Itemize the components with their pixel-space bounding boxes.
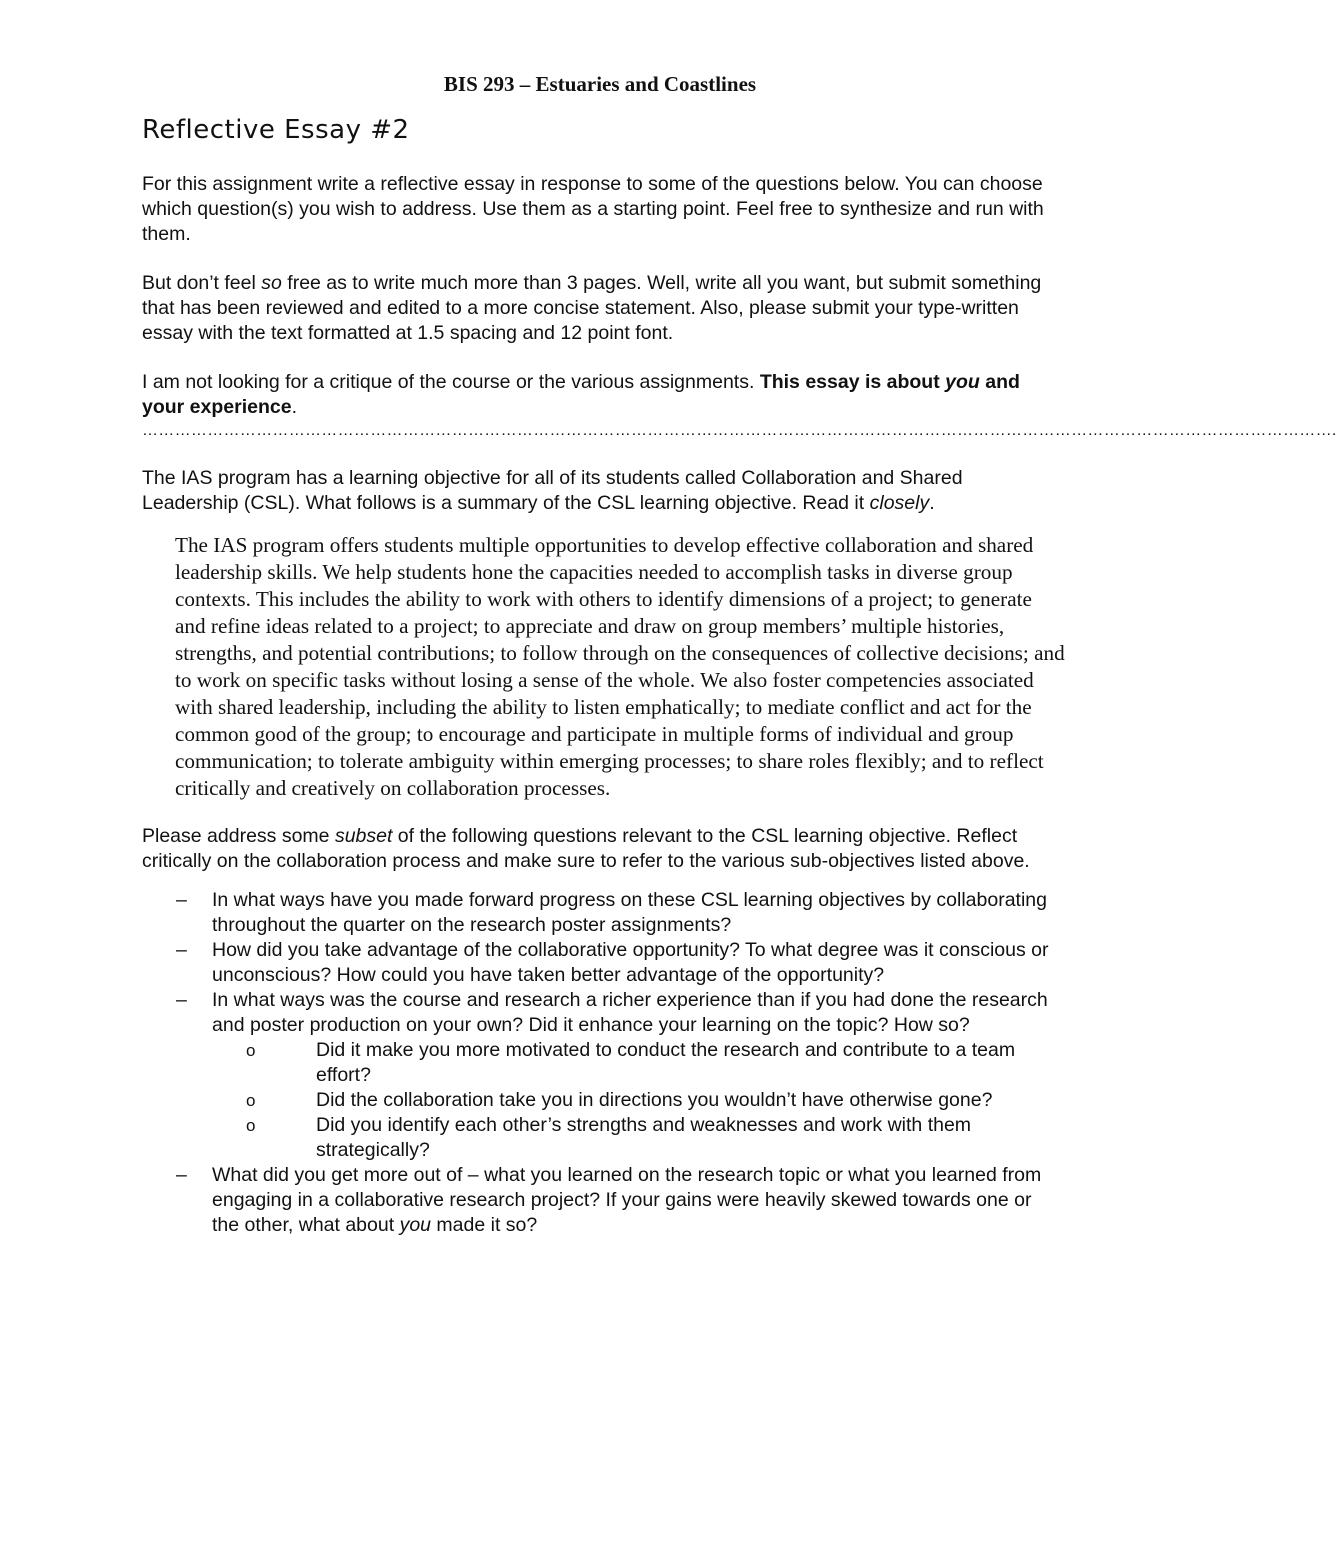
sub-question-list [212,1038,1062,1163]
question-text: How did you take advantage of the collaborative opportunity? To what degree was it conscious or unconscious? How could you have taken better advantage of the opportunity? [212,939,1049,986]
course-header: BIS 293 – Estuaries and Coastlines [443,72,757,96]
circle-bullet: o [246,1116,256,1135]
question-text: In what ways have you made forward progress on these CSL learning objectives by collaborating throughout the quarter on the research poster assignments? [212,889,1047,936]
dash-bullet: – [176,939,187,961]
document-body [142,172,1337,1238]
dash-bullet: – [176,889,187,911]
dotted-separator: …………………………………………………………………………………………………………………………………………………………………………………………………. [142,422,1337,439]
list-item [212,1113,1062,1163]
list-item [142,1163,1062,1238]
sub-question-text: Did it make you more motivated to conduct the research and contribute to a team effort? [316,1039,1016,1086]
list-item [212,1088,1062,1113]
question-list [142,888,1062,1238]
list-item [212,1038,1062,1088]
question-text: In what ways was the course and research a richer experience than if you had done the research and poster production on your own? Did it enhance your learning on the topic? How so? [212,989,1048,1036]
intro-paragraph-1: For this assignment write a reflective essay in response to some of the questions below. You can choose which question(s) you wish to address. Use them as a starting point. Feel free to synthesize and run with them. [142,173,1044,245]
csl-objective-quote: The IAS program offers students multiple opportunities to develop effective collaboration and shared leadership skills. We help students hone the capacities needed to accomplish tasks in diverse group contexts. This includes the ability to work with others to identify dimensions of a project; to generate and refine ideas related to a project; to appreciate and draw on group members’ multiple histories, strengths, and potential contributions; to follow through on the consequences of collective decisions; and to work on specific tasks without losing a sense of the whole. We also foster competencies associated with shared leadership, including the ability to listen emphatically; to mediate conflict and act for the common good of the group; to encourage and participate in multiple forms of individual and group communication; to tolerate ambiguity within emerging processes; to share roles flexibly; and to reflect critically and creatively on collaboration processes. [175,533,1065,800]
sub-question-text: Did you identify each other’s strengths and weaknesses and work with them strategically? [316,1114,972,1161]
sub-question-text: Did the collaboration take you in directions you wouldn’t have otherwise gone? [316,1089,993,1111]
page-title: Reflective Essay #2 [142,115,410,145]
question-text: What did you get more out of – what you learned on the research topic or what you learned from engaging in a collaborative research project? If your gains were heavily skewed towards one or the other, what about you made it so? [212,1164,1042,1236]
list-item [142,888,1062,938]
dash-bullet: – [176,1164,187,1186]
dash-bullet: – [176,989,187,1011]
circle-bullet: o [246,1041,256,1060]
instructions-paragraph: Please address some subset of the following questions relevant to the CSL learning objective. Reflect critically on the collaboration process and make sure to refer to the various sub-objectives listed above. [142,825,1030,872]
list-item [142,988,1062,1163]
circle-bullet: o [246,1091,256,1110]
intro-paragraph-3: I am not looking for a critique of the course or the various assignments. This essay is about you and your experience. [142,371,1020,418]
intro-paragraph-2: But don’t feel so free as to write much more than 3 pages. Well, write all you want, but submit something that has been reviewed and edited to a more concise statement. Also, please submit your type-written essay with the text formatted at 1.5 spacing and 12 point font. [142,272,1042,344]
list-item [142,938,1062,988]
intro-paragraph-4: The IAS program has a learning objective for all of its students called Collaboration and Shared Leadership (CSL). What follows is a summary of the CSL learning objective. Read it closely. [142,467,963,514]
